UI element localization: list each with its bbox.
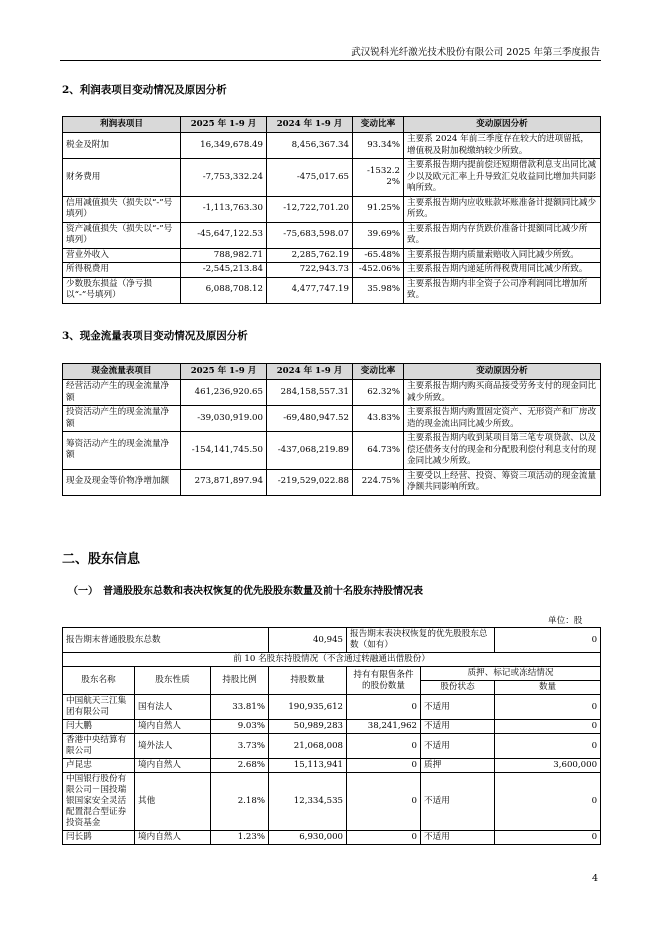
holding-ratio-cell: 33.81%: [211, 695, 269, 720]
profit-table: [62, 116, 601, 304]
pledge-status-cell: 不适用: [421, 734, 495, 759]
col-header-status: 股份状态: [421, 681, 495, 695]
item-cell: 现金及现金等价物净增加额: [63, 469, 181, 495]
shareholder-nature-cell: 国有法人: [135, 695, 211, 720]
table-row: [63, 196, 601, 222]
reason-cell: 主要系报告期内提前偿还短期借款利息支出同比减少以及欧元汇率上升导致汇兑收益同比增加共同影响所致。: [404, 159, 601, 197]
item-cell: 筹资活动产生的现金流量净额: [63, 432, 181, 470]
restricted-qty-cell: 0: [347, 773, 421, 831]
preferred-shareholders-value: 0: [495, 628, 601, 653]
shareholder-name-cell: 中国银行股份有限公司－国投瑞银国家安全灵活配置混合型证券投资基金: [63, 773, 135, 831]
reason-cell: 主要系报告期内存货跌价准备计提额同比减少所致。: [404, 222, 601, 248]
col-header: 现金流量表项目: [63, 364, 181, 380]
restricted-qty-cell: 0: [347, 831, 421, 845]
total-shareholders-value: 40,945: [269, 628, 347, 653]
pledge-amount-cell: 0: [495, 773, 601, 831]
item-cell: 少数股东损益（净亏损以“-”号填列）: [63, 277, 181, 303]
shareholder-nature-cell: 境内自然人: [135, 720, 211, 734]
change-ratio-cell: 35.98%: [353, 277, 404, 303]
shareholder-name-cell: 中国航天三江集团有限公司: [63, 695, 135, 720]
table-row: [63, 222, 601, 248]
section-3-title: 3、现金流量表项目变动情况及原因分析: [62, 330, 248, 342]
current-period-cell: 273,871,897.94: [181, 469, 267, 495]
col-header-qty: 持股数量: [269, 667, 347, 695]
shareholder-name-cell: 闫长鹍: [63, 831, 135, 845]
pledge-amount-cell: 3,600,000: [495, 759, 601, 773]
change-ratio-cell: 39.69%: [353, 222, 404, 248]
holding-ratio-cell: 1.23%: [211, 831, 269, 845]
prior-period-cell: -437,068,219.89: [267, 432, 353, 470]
col-header: 变动比率: [353, 117, 404, 133]
col-header-name: 股东名称: [63, 667, 135, 695]
shareholder-nature-cell: 境外法人: [135, 734, 211, 759]
reason-cell: 主要系报告期内非全资子公司净利润同比增加所致。: [404, 277, 601, 303]
col-header: 2024 年 1-9 月: [267, 364, 353, 380]
shareholder-row: [63, 720, 601, 734]
holding-qty-cell: 12,334,535: [269, 773, 347, 831]
holding-ratio-cell: 9.03%: [211, 720, 269, 734]
table-row: [63, 380, 601, 406]
change-ratio-cell: 224.75%: [353, 469, 404, 495]
col-header: 变动比率: [353, 364, 404, 380]
col-header: 2024 年 1-9 月: [267, 117, 353, 133]
prior-period-cell: -219,529,022.88: [267, 469, 353, 495]
current-period-cell: -1,113,763.30: [181, 196, 267, 222]
current-period-cell: -154,141,745.50: [181, 432, 267, 470]
item-cell: 税金及附加: [63, 133, 181, 159]
restricted-qty-cell: 38,241,962: [347, 720, 421, 734]
table-row: [63, 248, 601, 263]
change-ratio-cell: -65.48%: [353, 248, 404, 263]
table-row: [63, 469, 601, 495]
item-cell: 投资活动产生的现金流量净额: [63, 406, 181, 432]
prior-period-cell: -475,017.65: [267, 159, 353, 197]
holding-qty-cell: 6,930,000: [269, 831, 347, 845]
shareholder-row: [63, 759, 601, 773]
holding-ratio-cell: 2.18%: [211, 773, 269, 831]
pledge-amount-cell: 0: [495, 695, 601, 720]
restricted-qty-cell: 0: [347, 734, 421, 759]
holding-qty-cell: 21,068,008: [269, 734, 347, 759]
header-rule: [60, 60, 601, 61]
col-header: 变动原因分析: [404, 117, 601, 133]
pledge-status-cell: 质押: [421, 759, 495, 773]
current-period-cell: 6,088,708.12: [181, 277, 267, 303]
current-period-cell: -45,647,122.53: [181, 222, 267, 248]
prior-period-cell: -75,683,598.07: [267, 222, 353, 248]
change-ratio-cell: 91.25%: [353, 196, 404, 222]
prior-period-cell: 8,456,367.34: [267, 133, 353, 159]
shareholder-nature-cell: 其他: [135, 773, 211, 831]
item-cell: 所得税费用: [63, 263, 181, 278]
change-ratio-cell: -1532.22%: [353, 159, 404, 197]
cashflow-table: [62, 363, 601, 496]
col-header: 变动原因分析: [404, 364, 601, 380]
restricted-qty-cell: 0: [347, 695, 421, 720]
shareholders-title: 二、股东信息: [62, 552, 141, 567]
section-2-title: 2、利润表项目变动情况及原因分析: [62, 84, 227, 96]
table-row: [63, 277, 601, 303]
reason-cell: 主要系 2024 年前三季度存在较大的进项留抵，增值税及附加税缴纳较少所致。: [404, 133, 601, 159]
reason-cell: 主要系报告期内质量索赔收入同比减少所致。: [404, 248, 601, 263]
table-row: [63, 406, 601, 432]
col-header: 利润表项目: [63, 117, 181, 133]
unit-label: 单位：股: [548, 616, 583, 626]
total-shareholders-label: 报告期末普通股股东总数: [63, 628, 269, 653]
current-period-cell: 461,236,920.65: [181, 380, 267, 406]
top10-caption: 前 10 名股东持股情况（不含通过转融通出借股份）: [63, 653, 601, 667]
current-period-cell: 788,982.71: [181, 248, 267, 263]
shareholder-row: [63, 734, 601, 759]
col-header: 2025 年 1-9 月: [181, 117, 267, 133]
table-row: [63, 133, 601, 159]
shareholder-nature-cell: 境内自然人: [135, 759, 211, 773]
reason-cell: 主要受以上经营、投资、筹资三项活动的现金流量净额共同影响所致。: [404, 469, 601, 495]
shareholder-row: [63, 831, 601, 845]
col-header-ratio: 持股比例: [211, 667, 269, 695]
holding-qty-cell: 190,935,612: [269, 695, 347, 720]
item-cell: 财务费用: [63, 159, 181, 197]
page-number: 4: [592, 873, 599, 884]
item-cell: 经营活动产生的现金流量净额: [63, 380, 181, 406]
shareholder-name-cell: 闫大鹏: [63, 720, 135, 734]
item-cell: 信用减值损失（损失以“-”号填列）: [63, 196, 181, 222]
change-ratio-cell: 64.73%: [353, 432, 404, 470]
change-ratio-cell: 43.83%: [353, 406, 404, 432]
pledge-status-cell: 不适用: [421, 773, 495, 831]
holding-qty-cell: 15,113,941: [269, 759, 347, 773]
reason-cell: 主要系报告期内购买商品接受劳务支付的现金同比减少所致。: [404, 380, 601, 406]
prior-period-cell: 284,158,557.31: [267, 380, 353, 406]
item-cell: 资产减值损失（损失以“-”号填列）: [63, 222, 181, 248]
pledge-amount-cell: 0: [495, 720, 601, 734]
shareholder-name-cell: 卢昆忠: [63, 759, 135, 773]
pledge-status-cell: 不适用: [421, 695, 495, 720]
shareholder-name-cell: 香港中央结算有限公司: [63, 734, 135, 759]
change-ratio-cell: 62.32%: [353, 380, 404, 406]
reason-cell: 主要系报告期内应收账款坏账准备计提额同比减少所致。: [404, 196, 601, 222]
current-period-cell: -39,030,919.00: [181, 406, 267, 432]
table-row: [63, 432, 601, 470]
pledge-amount-cell: 0: [495, 831, 601, 845]
item-cell: 营业外收入: [63, 248, 181, 263]
prior-period-cell: 2,285,762.19: [267, 248, 353, 263]
pledge-amount-cell: 0: [495, 734, 601, 759]
change-ratio-cell: 93.34%: [353, 133, 404, 159]
prior-period-cell: -69,480,947.52: [267, 406, 353, 432]
reason-cell: 主要系报告期内购置固定资产、无形资产和厂房改造的现金流出同比减少所致。: [404, 406, 601, 432]
col-header-nature: 股东性质: [135, 667, 211, 695]
shareholders-table: [62, 627, 601, 845]
pledge-status-cell: 不适用: [421, 720, 495, 734]
reason-cell: 主要系报告期内递延所得税费用同比减少所致。: [404, 263, 601, 278]
col-header-amount: 数量: [495, 681, 601, 695]
pledge-status-cell: 不适用: [421, 831, 495, 845]
holding-ratio-cell: 3.73%: [211, 734, 269, 759]
shareholder-nature-cell: 境内自然人: [135, 831, 211, 845]
current-period-cell: -2,545,213.84: [181, 263, 267, 278]
preferred-shareholders-label: 报告期末表决权恢复的优先股股东总数（如有）: [347, 628, 495, 653]
page-header: 武汉锐科光纤激光技术股份有限公司 2025 年第三季度报告: [351, 47, 600, 58]
change-ratio-cell: -452.06%: [353, 263, 404, 278]
table-row: [63, 159, 601, 197]
prior-period-cell: 722,943.73: [267, 263, 353, 278]
table-row: [63, 263, 601, 278]
current-period-cell: -7,753,332.24: [181, 159, 267, 197]
holding-qty-cell: 50,989,283: [269, 720, 347, 734]
prior-period-cell: -12,722,701.20: [267, 196, 353, 222]
prior-period-cell: 4,477,747.19: [267, 277, 353, 303]
reason-cell: 主要系报告期内收到某项目第三笔专项贷款、以及偿还债务支付的现金和分配股利偿付利息支付的现金同比减少所致。: [404, 432, 601, 470]
shareholder-row: [63, 773, 601, 831]
col-header-restricted: 持有有限售条件的股份数量: [347, 667, 421, 695]
restricted-qty-cell: 0: [347, 759, 421, 773]
holding-ratio-cell: 2.68%: [211, 759, 269, 773]
current-period-cell: 16,349,678.49: [181, 133, 267, 159]
shareholder-row: [63, 695, 601, 720]
col-header-pledge: 质押、标记或冻结情况: [421, 667, 601, 681]
col-header: 2025 年 1-9 月: [181, 364, 267, 380]
shareholders-subtitle: （一） 普通股股东总数和表决权恢复的优先股股东数量及前十名股东持股情况表: [68, 586, 423, 597]
